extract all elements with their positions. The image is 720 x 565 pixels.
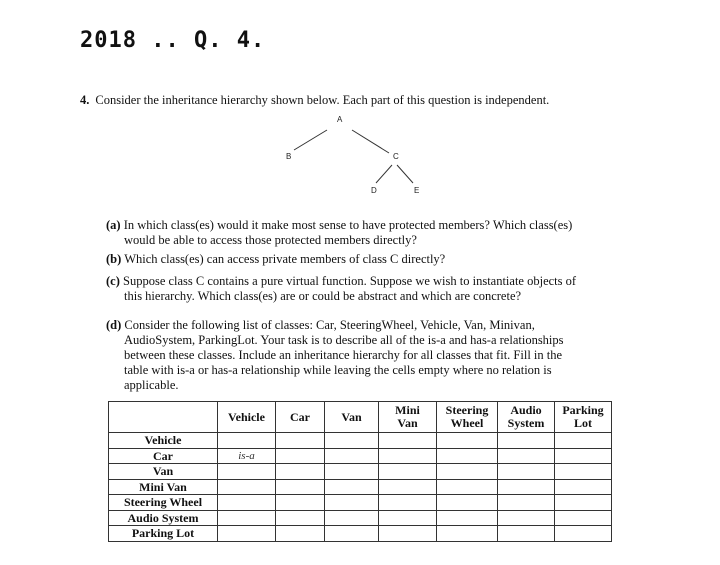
table-cell bbox=[276, 479, 325, 495]
col-header: Mini Van bbox=[379, 402, 437, 433]
row-label: Car bbox=[109, 448, 218, 464]
table-cell bbox=[379, 526, 437, 542]
table-row bbox=[109, 510, 612, 526]
table-cell bbox=[437, 479, 498, 495]
table-cell bbox=[437, 464, 498, 480]
table-row bbox=[109, 448, 612, 464]
table-cell bbox=[325, 448, 379, 464]
table-cell bbox=[555, 464, 612, 480]
table-header-row bbox=[109, 402, 612, 433]
table-cell bbox=[276, 510, 325, 526]
part-d-label: (d) bbox=[106, 318, 122, 332]
table-row bbox=[109, 479, 612, 495]
row-label: Van bbox=[109, 464, 218, 480]
edge-c-d bbox=[376, 165, 392, 183]
table-cell bbox=[325, 495, 379, 511]
col-header: Van bbox=[325, 402, 379, 433]
part-c-line2: this hierarchy. Which class(es) are or could be abstract and which are concrete? bbox=[124, 289, 522, 303]
table-cell bbox=[325, 479, 379, 495]
table-cell bbox=[325, 433, 379, 449]
col-header: Car bbox=[276, 402, 325, 433]
part-d-line5: applicable. bbox=[124, 378, 179, 392]
part-b bbox=[106, 252, 445, 267]
table-row bbox=[109, 526, 612, 542]
table-cell bbox=[379, 448, 437, 464]
corner-cell bbox=[109, 402, 218, 433]
table-cell bbox=[218, 526, 276, 542]
table-cell bbox=[325, 510, 379, 526]
table-cell bbox=[437, 433, 498, 449]
table-cell: is-a bbox=[218, 448, 276, 464]
edge-a-c bbox=[352, 130, 389, 153]
row-label: Steering Wheel bbox=[109, 495, 218, 511]
table-cell bbox=[555, 433, 612, 449]
node-a: A bbox=[337, 115, 343, 124]
table-cell bbox=[437, 495, 498, 511]
col-header: Parking Lot bbox=[555, 402, 612, 433]
table-row bbox=[109, 464, 612, 480]
part-d-line2: AudioSystem, ParkingLot. Your task is to describe all of the is-a and has-a relationships bbox=[124, 333, 564, 347]
table-cell bbox=[325, 526, 379, 542]
table-cell bbox=[276, 448, 325, 464]
table-cell bbox=[555, 448, 612, 464]
table-row bbox=[109, 495, 612, 511]
part-a-line2: would be able to access those protected members directly? bbox=[124, 233, 417, 247]
page-heading: 2018 .. Q. 4. bbox=[80, 28, 266, 53]
table-cell bbox=[498, 479, 555, 495]
table-cell bbox=[555, 479, 612, 495]
part-b-label: (b) bbox=[106, 252, 122, 266]
table-cell bbox=[276, 464, 325, 480]
part-d-line1: Consider the following list of classes: Car, SteeringWheel, Vehicle, Van, Minivan, bbox=[124, 318, 535, 332]
part-a-label: (a) bbox=[106, 218, 121, 232]
part-d bbox=[106, 318, 564, 393]
part-c-label: (c) bbox=[106, 274, 120, 288]
table-cell bbox=[276, 495, 325, 511]
table-cell bbox=[498, 433, 555, 449]
table-cell bbox=[218, 464, 276, 480]
part-d-line4: table with is-a or has-a relationship while leaving the cells empty where no relation is bbox=[124, 363, 552, 377]
edge-c-e bbox=[397, 165, 413, 183]
table-cell bbox=[276, 433, 325, 449]
table-cell bbox=[276, 526, 325, 542]
table-cell bbox=[218, 433, 276, 449]
node-c: C bbox=[393, 152, 399, 161]
table-cell bbox=[379, 510, 437, 526]
table-cell bbox=[555, 495, 612, 511]
row-label: Parking Lot bbox=[109, 526, 218, 542]
question-number: 4. bbox=[80, 93, 90, 107]
col-header: Steering Wheel bbox=[437, 402, 498, 433]
node-b: B bbox=[286, 152, 292, 161]
table-cell bbox=[379, 464, 437, 480]
part-a bbox=[106, 218, 572, 248]
col-header: Audio System bbox=[498, 402, 555, 433]
edge-a-b bbox=[294, 130, 327, 150]
table-cell bbox=[498, 464, 555, 480]
table-cell bbox=[437, 510, 498, 526]
row-label: Vehicle bbox=[109, 433, 218, 449]
table-cell bbox=[555, 526, 612, 542]
table-cell bbox=[218, 510, 276, 526]
part-d-line3: between these classes. Include an inheritance hierarchy for all classes that fit. Fill in the bbox=[124, 348, 563, 362]
table-cell bbox=[379, 479, 437, 495]
table-cell bbox=[218, 495, 276, 511]
table-cell bbox=[437, 448, 498, 464]
table-cell bbox=[325, 464, 379, 480]
row-label: Audio System bbox=[109, 510, 218, 526]
relationship-table bbox=[108, 401, 612, 542]
question-intro bbox=[80, 93, 549, 108]
row-label: Mini Van bbox=[109, 479, 218, 495]
node-d: D bbox=[371, 186, 377, 195]
table-cell bbox=[498, 448, 555, 464]
col-header: Vehicle bbox=[218, 402, 276, 433]
part-c-line1: Suppose class C contains a pure virtual function. Suppose we wish to instantiate objects of bbox=[123, 274, 577, 288]
table-cell bbox=[555, 510, 612, 526]
part-b-line1: Which class(es) can access private members of class C directly? bbox=[124, 252, 446, 266]
node-e: E bbox=[414, 186, 420, 195]
table-cell bbox=[498, 510, 555, 526]
intro-text: Consider the inheritance hierarchy shown below. Each part of this question is independent. bbox=[95, 93, 550, 107]
table-cell bbox=[379, 433, 437, 449]
part-a-line1: In which class(es) would it make most sense to have protected members? Which class(es) bbox=[123, 218, 573, 232]
table-cell bbox=[498, 526, 555, 542]
table-cell bbox=[437, 526, 498, 542]
table-row bbox=[109, 433, 612, 449]
part-c bbox=[106, 274, 576, 304]
table-cell bbox=[379, 495, 437, 511]
table-cell bbox=[498, 495, 555, 511]
table-cell bbox=[218, 479, 276, 495]
